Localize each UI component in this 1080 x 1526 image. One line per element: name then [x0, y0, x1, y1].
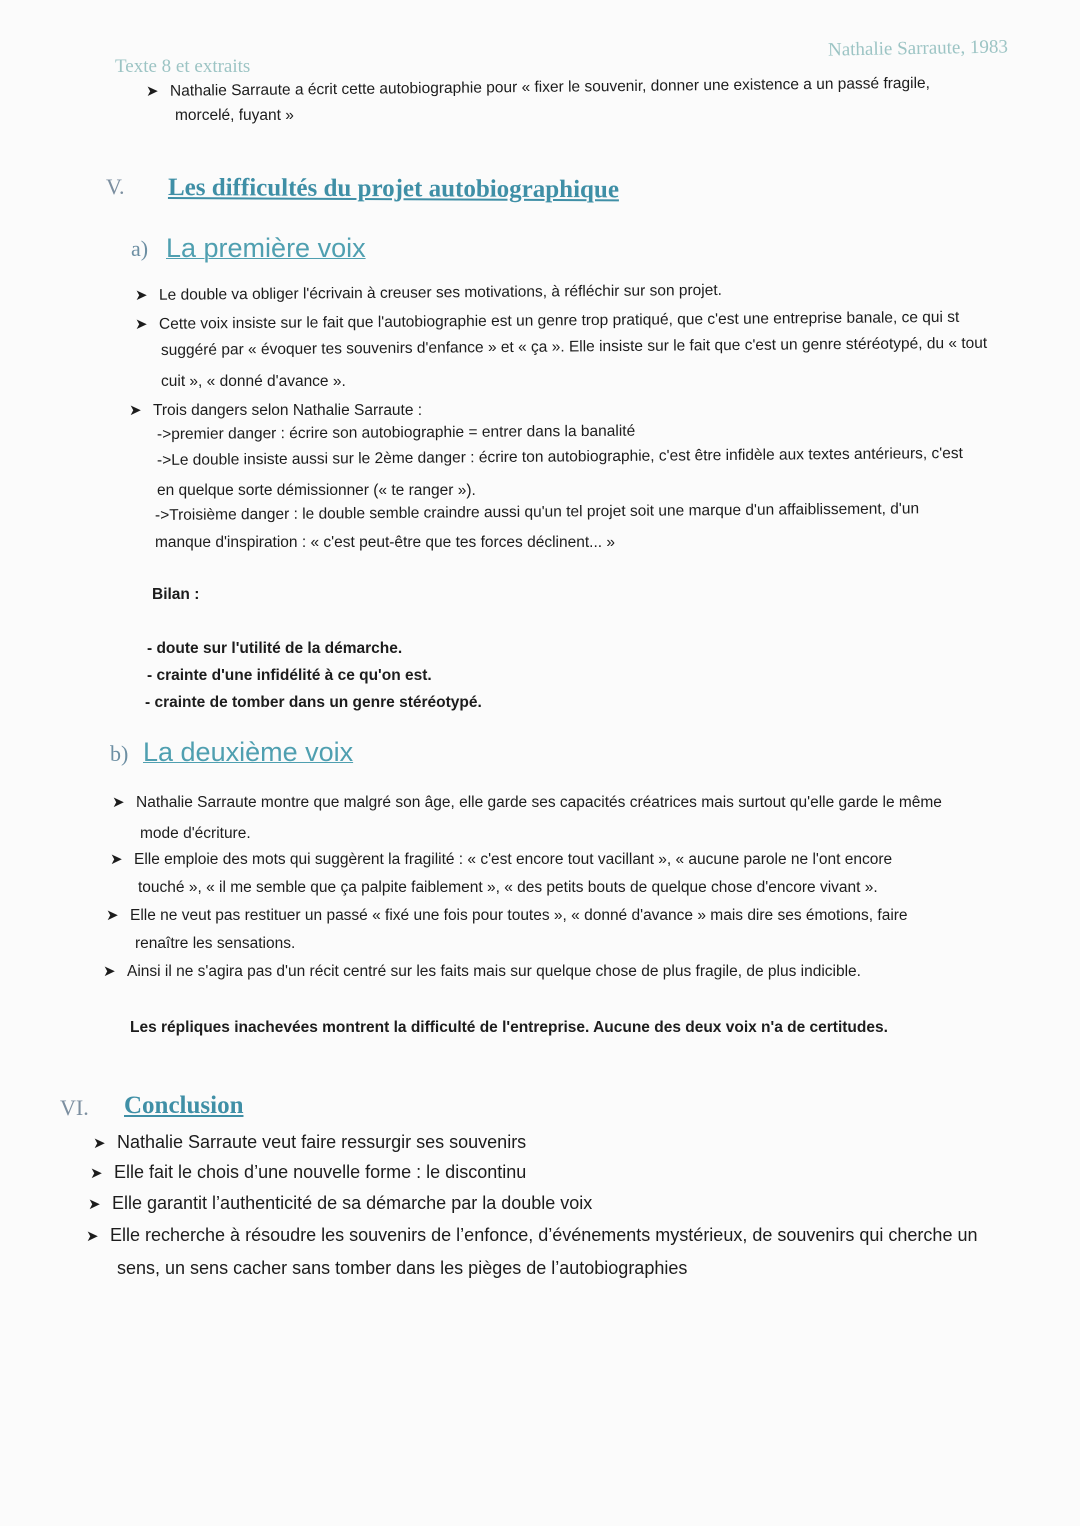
arrow-bullet-icon: ➤ — [106, 907, 119, 924]
conclusion-bullet-4: ➤ Elle recherche à résoudre les souvenirs de l’enfonce, d’événements mystérieux, de souvenirs qui cherche un — [86, 1220, 977, 1252]
arrow-bullet-icon: ➤ — [145, 82, 159, 100]
sub-a-bullet-2-line-3: cuit », « donné d'avance ». — [161, 373, 346, 390]
sub-b-bullet-1: ➤ Nathalie Sarraute montre que malgré son âge, elle garde ses capacités créatrices mais surtout qu'elle garde le même — [112, 790, 942, 816]
sub-b-bullet-4: ➤ Ainsi il ne s'agira pas d'un récit centré sur les faits mais sur quelque chose de plus fragile, de plus indicible. — [103, 959, 861, 985]
intro-line-1: Nathalie Sarraute a écrit cette autobiographie pour « fixer le souvenir, donner une existence a un passé fragile, — [169, 74, 931, 100]
intro-line-2: morcelé, fuyant » — [175, 107, 294, 124]
sub-a-letter: a) — [131, 236, 149, 261]
danger-3-line-1: ->Troisième danger : le double semble craindre aussi qu'un tel projet soit une marque d'un affaiblissement, d'un — [154, 500, 920, 524]
sub-a-bullet-2-line-2: suggéré par « évoquer tes souvenirs d'enfance » et « ça ». Elle insiste sur le fait que c'est un genre stéréotypé, du « tout — [160, 334, 988, 359]
arrow-bullet-icon: ➤ — [112, 794, 125, 811]
arrow-bullet-icon: ➤ — [110, 851, 123, 868]
section-5-title: Les difficultés du projet autobiographique — [167, 174, 620, 204]
section-6-title: Conclusion — [124, 1092, 244, 1119]
bilan-item-1: - doute sur l'utilité de la démarche. — [147, 640, 403, 657]
bilan-item-3: - crainte de tomber dans un genre stéréotypé. — [145, 694, 482, 711]
sub-b-bullet-1-line-2: mode d'écriture. — [140, 825, 251, 842]
sub-b-bullet-3: ➤ Elle ne veut pas restituer un passé « fixé une fois pour toutes », « donné d'avance » mais dire ses émotions, faire — [106, 903, 908, 929]
danger-2-line-2: en quelque sorte démissionner (« te ranger »). — [157, 482, 476, 499]
arrow-bullet-icon: ➤ — [103, 963, 116, 980]
sub-b-letter: b) — [110, 741, 129, 766]
arrow-bullet-icon: ➤ — [88, 1196, 101, 1213]
danger-2-line-1: ->Le double insiste aussi sur le 2ème danger : écrire ton autobiographie, c'est être infidèle aux textes antérieurs, c'est — [156, 444, 963, 469]
arrow-bullet-icon: ➤ — [129, 402, 142, 419]
arrow-bullet-icon: ➤ — [93, 1135, 106, 1152]
bilan-item-2: - crainte d'une infidélité à ce qu'on est. — [147, 667, 432, 684]
sub-a-bullet-1: ➤ Le double va obliger l'écrivain à creuser ses motivations, à réfléchir sur son projet. — [135, 278, 722, 309]
sub-b-bullet-2: ➤ Elle emploie des mots qui suggèrent la fragilité : « c'est encore tout vacillant », « aucune parole ne l'ont encore — [110, 847, 892, 873]
danger-3-line-2: manque d'inspiration : « c'est peut-être que tes forces déclinent... » — [155, 534, 615, 551]
danger-1: ->premier danger : écrire son autobiographie = entrer dans la banalité — [156, 422, 636, 443]
header-left: Texte 8 et extraits — [115, 56, 251, 77]
sub-b-bullet-3-line-2: renaître les sensations. — [135, 935, 296, 952]
sub-a-title: La première voix — [166, 233, 366, 263]
conclusion-bullet-4-line-2: sens, un sens cacher sans tomber dans les pièges de l’autobiographies — [117, 1258, 688, 1278]
conclusion-bullet-3: ➤ Elle garantit l’authenticité de sa démarche par la double voix — [88, 1188, 592, 1220]
section-6-number: VI. — [60, 1095, 89, 1120]
sub-b-bullet-2-line-2: touché », « il me semble que ça palpite faiblement », « des petits bouts de quelque chose d'encore vivant ». — [138, 879, 878, 896]
bilan-label: Bilan : — [152, 586, 200, 603]
arrow-bullet-icon: ➤ — [90, 1165, 103, 1182]
section-5-number: V. — [106, 174, 125, 199]
conclusion-bullet-1: ➤ Nathalie Sarraute veut faire ressurgir ses souvenirs — [93, 1127, 526, 1159]
sub-a-bullet-3: ➤ Trois dangers selon Nathalie Sarraute : — [129, 398, 422, 424]
intro-bullet — [146, 71, 930, 105]
arrow-bullet-icon: ➤ — [134, 286, 148, 304]
sub-b-summary: Les répliques inachevées montrent la difficulté de l'entreprise. Aucune des deux voix n'a de certitudes. — [130, 1019, 888, 1036]
arrow-bullet-icon: ➤ — [86, 1228, 99, 1245]
sub-a-bullet-2: ➤ Cette voix insiste sur le fait que l'autobiographie est un genre trop pratiqué, que c'est une entreprise banale, ce qui st — [135, 305, 960, 338]
conclusion-bullet-2: ➤ Elle fait le chois d’une nouvelle forme : le discontinu — [90, 1157, 526, 1189]
header-right: Nathalie Sarraute, 1983 — [827, 36, 1009, 61]
arrow-bullet-icon: ➤ — [134, 315, 148, 333]
sub-b-title: La deuxième voix — [143, 737, 354, 767]
